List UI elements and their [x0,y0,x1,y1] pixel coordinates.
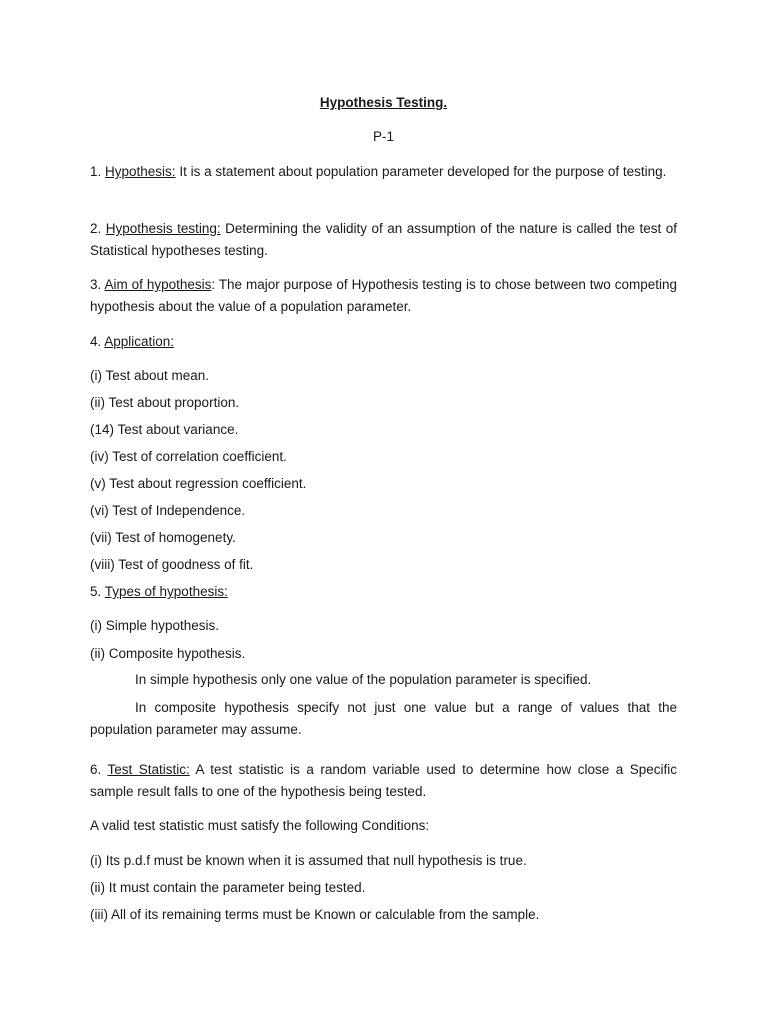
list-item: (v) Test about regression coefficient. [90,476,307,491]
section-heading: Hypothesis: [105,164,176,179]
list-item: (vii) Test of homogenety. [90,530,236,545]
list-item: (ii) It must contain the parameter being tested. [90,880,366,895]
section-number: 2. [90,221,106,236]
list-item: (ii) Composite hypothesis. [90,646,246,661]
conditions-intro: A valid test statistic must satisfy the following Conditions: [90,818,430,833]
list-item: (ii) Test about proportion. [90,395,240,410]
list-item: (i) Test about mean. [90,368,210,383]
simple-hypothesis-paragraph: In simple hypothesis only one value of the population parameter is specified. [135,672,592,687]
section-number: 3. [90,277,105,292]
page-number: P-1 [372,129,394,144]
section-application [90,331,677,353]
section-test-statistic [90,759,677,803]
section-hypothesis [90,161,677,183]
section-number: 6. [90,762,108,777]
list-item: (i) Simple hypothesis. [90,618,220,633]
composite-hypothesis-paragraph: In composite hypothesis specify not just one value but a range of values that the population parameter may assume. [90,700,677,737]
list-item: (i) Its p.d.f must be known when it is assumed that null hypothesis is true. [90,853,527,868]
section-text: Determining the validity of an assumption of the nature is called the test of Statistical hypotheses testing. [90,221,678,258]
list-item: (iv) Test of correlation coefficient. [90,449,287,464]
section-text: : The major purpose of Hypothesis testing is to chose between two competing hypothesis about the value of a population parameter. [90,277,677,314]
section-text: It is a statement about population parameter developed for the purpose of testing. [175,164,667,179]
list-item: (14) Test about variance. [90,422,239,437]
section-heading: Hypothesis testing: [105,221,221,236]
list-item: (viii) Test of goodness of fit. [90,557,254,572]
section-number: 1. [90,164,106,179]
section-number: 5. [90,584,105,599]
section-hypothesis-testing [90,218,677,262]
section-heading: Types of hypothesis: [104,584,228,599]
section-heading: Aim of hypothesis [104,277,212,292]
section-text: A test statistic is a random variable used to determine how close a Specific sample result falls to one of the hypothesis being tested. [90,762,677,799]
section-aim-of-hypothesis [90,274,677,318]
list-item: (vi) Test of Independence. [90,503,246,518]
section-heading: Application: [104,334,175,349]
list-item: (iii) All of its remaining terms must be Known or calculable from the sample. [90,907,540,922]
section-types-of-hypothesis [90,581,677,603]
document-title: Hypothesis Testing. [319,95,448,110]
section-heading: Test Statistic: [107,762,190,777]
section-number: 4. [90,334,105,349]
